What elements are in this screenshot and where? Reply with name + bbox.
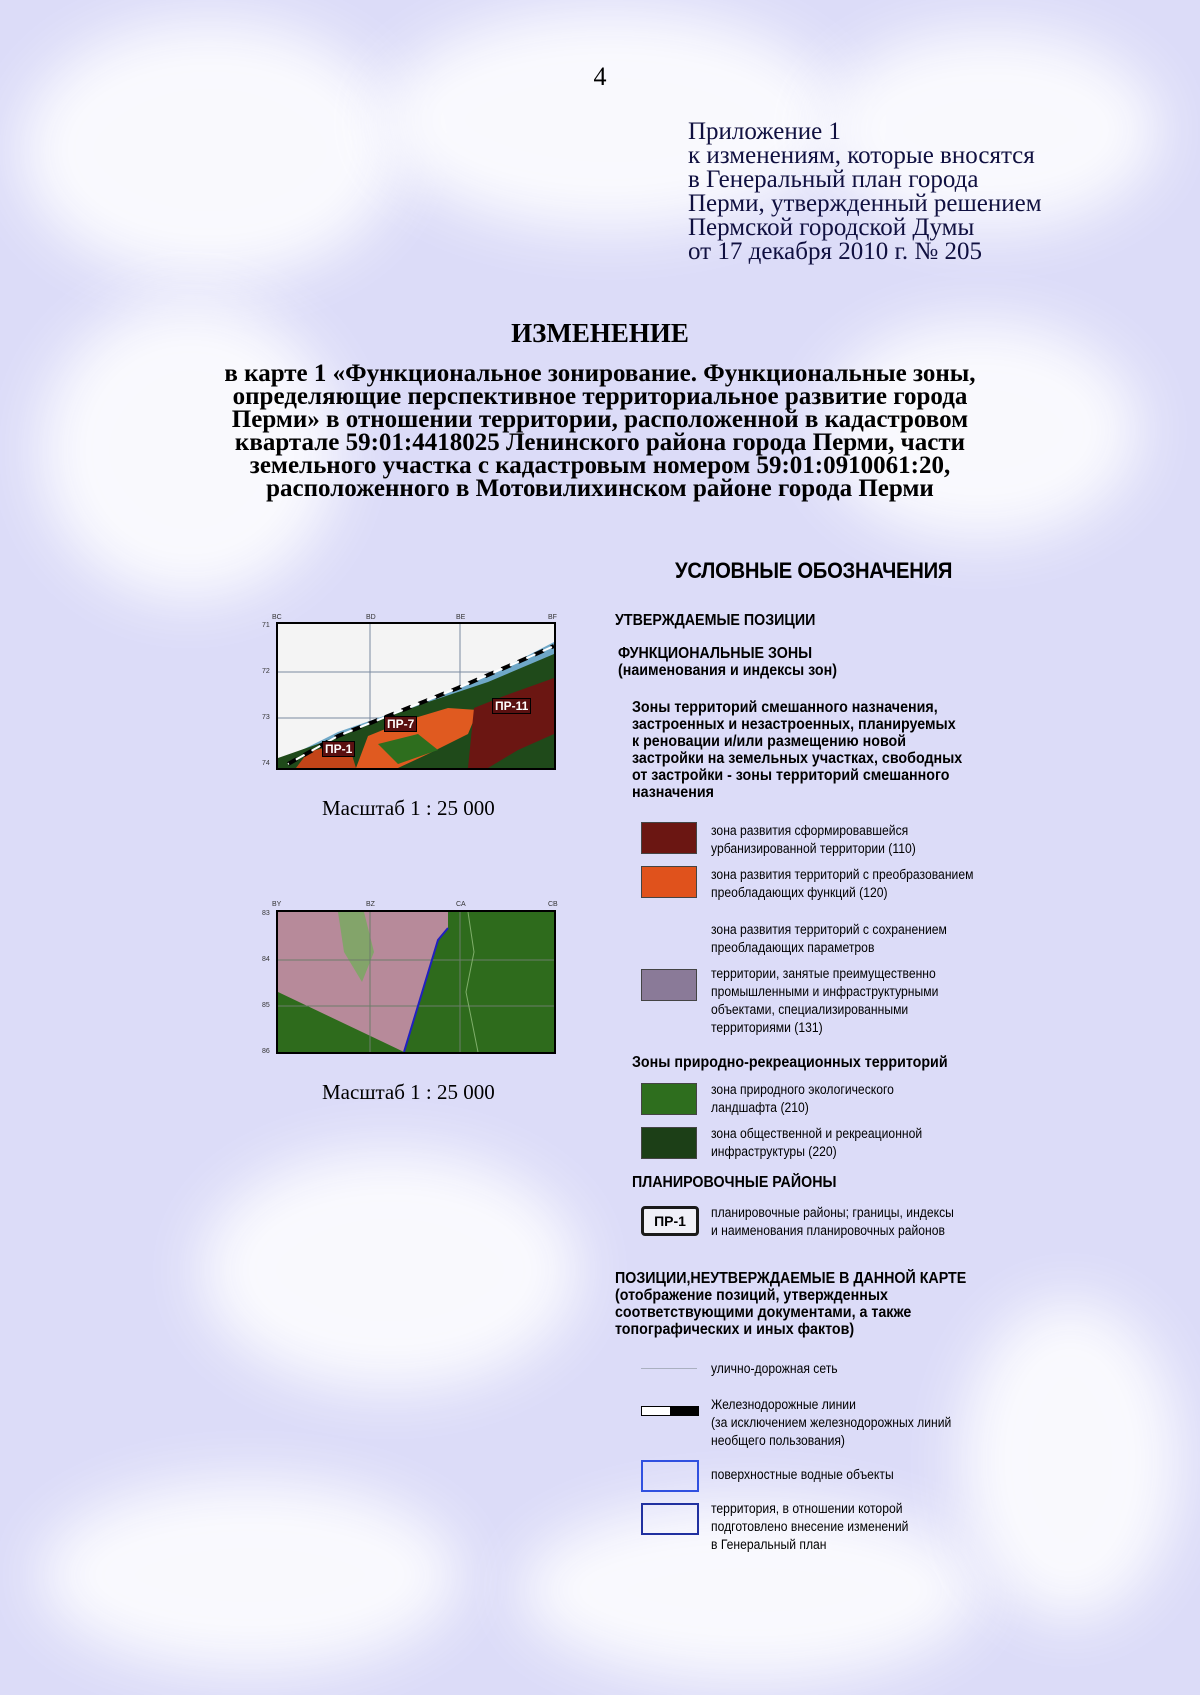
map1-row-label: 73 — [262, 714, 270, 721]
functional-zones-heading — [618, 645, 837, 679]
subtitle-line: расположенного в Мотовилихинском районе города Перми — [266, 475, 934, 502]
appendix-block — [688, 120, 1042, 264]
district-label-pr1: ПР-1 — [322, 741, 355, 757]
legend-swatch-131 — [641, 969, 697, 1001]
mixed-zones-line: застройки на земельных участках, свободных — [632, 750, 963, 767]
legend-item-line: территории, занятые преимущественно — [711, 966, 936, 981]
subtitle-line: квартале 59:01:4418025 Ленинского района города Перми, части — [234, 429, 966, 456]
appendix-line: от 17 декабря 2010 г. № 205 — [688, 238, 983, 265]
appendix-line: Приложение 1 — [688, 118, 841, 145]
legend-item-120 — [711, 866, 973, 902]
change-territory-symbol — [641, 1503, 699, 1535]
water-objects-symbol — [641, 1460, 699, 1492]
mixed-zones-heading — [632, 699, 962, 801]
legend-item-line: подготовлено внесение изменений — [711, 1519, 909, 1534]
appendix-line: в Генеральный план города — [688, 166, 979, 193]
mixed-zones-line: Зоны территорий смешанного назначения, — [632, 699, 938, 716]
document-title: ИЗМЕНЕНИЕ — [511, 318, 689, 348]
planning-districts-heading: ПЛАНИРОВОЧНЫЕ РАЙОНЫ — [632, 1174, 837, 1191]
legend-item-roads: улично-дорожная сеть — [711, 1361, 838, 1376]
page-number: 4 — [593, 62, 607, 91]
legend-item-220 — [711, 1125, 922, 1161]
mixed-zones-line: назначения — [632, 784, 714, 801]
legend-item-line: и наименования планировочных районов — [711, 1223, 945, 1238]
map-fragment-1 — [276, 622, 556, 770]
legend-item-line: объектами, специализированными — [711, 1002, 909, 1017]
mixed-zones-line: застроенных и незастроенных, планируемых — [632, 716, 956, 733]
map2-col-label: CB — [548, 901, 558, 908]
map1-col-label: BE — [456, 614, 466, 621]
not-approved-line: ПОЗИЦИИ,НЕУТВЕРЖДАЕМЫЕ В ДАННОЙ КАРТЕ — [615, 1270, 967, 1287]
legend-item-line: территориями (131) — [711, 1020, 823, 1035]
functional-zones-title: ФУНКЦИОНАЛЬНЫЕ ЗОНЫ — [618, 645, 813, 662]
mixed-zones-line: от застройки - зоны территорий смешанного — [632, 767, 950, 784]
appendix-line: Перми, утвержденный решением — [688, 190, 1042, 217]
map2-row-label: 85 — [262, 1002, 270, 1009]
legend-item-131 — [711, 965, 938, 1037]
legend-item-line: территория, в отношении которой — [711, 1501, 903, 1516]
legend-item-line: инфраструктуры (220) — [711, 1144, 837, 1159]
district-label-pr11: ПР-11 — [492, 698, 531, 714]
map1-row-label: 74 — [262, 760, 270, 767]
appendix-line: Пермской городской Думы — [688, 214, 975, 241]
not-approved-heading — [615, 1270, 966, 1338]
legend-item-line: ландшафта (210) — [711, 1100, 809, 1115]
map1-col-label: BC — [272, 614, 282, 621]
map1-row-label: 71 — [262, 622, 270, 629]
legend-item-line: промышленными и инфраструктурными — [711, 984, 939, 999]
map1-scale: Масштаб 1 : 25 000 — [322, 796, 495, 820]
natural-zones-heading: Зоны природно-рекреационных территорий — [632, 1054, 948, 1071]
legend-item-130 — [711, 921, 947, 957]
legend-item-line: урбанизированной территории (110) — [711, 841, 916, 856]
district-label-pr7: ПР-7 — [384, 716, 417, 732]
legend-item-line: зона развития территорий с преобразованием — [711, 867, 974, 882]
subtitle-line: в карте 1 «Функциональное зонирование. Функциональные зоны, — [224, 360, 976, 387]
functional-zones-note: (наименования и индексы зон) — [618, 662, 837, 679]
legend-swatch-210 — [641, 1083, 697, 1115]
not-approved-line: соответствующими документами, а также — [615, 1304, 912, 1321]
not-approved-line: топографических и иных фактов) — [615, 1321, 855, 1338]
legend-item-line: преобладающих функций (120) — [711, 885, 888, 900]
subtitle-line: определяющие перспективное территориальное развитие города — [232, 383, 968, 410]
legend-swatch-120 — [641, 866, 697, 898]
road-network-symbol — [641, 1368, 697, 1369]
map2-row-label: 83 — [262, 910, 270, 917]
appendix-line: к изменениям, которые вносятся — [688, 142, 1035, 169]
not-approved-line: (отображение позиций, утвержденных — [615, 1287, 888, 1304]
legend-item-line: зона природного экологического — [711, 1082, 894, 1097]
legend-item-110 — [711, 822, 916, 858]
map1-col-label: BD — [366, 614, 376, 621]
map2-row-label: 86 — [262, 1048, 270, 1055]
legend-item-line: Железнодорожные линии — [711, 1397, 856, 1412]
legend-swatch-220 — [641, 1127, 697, 1159]
legend-item-line: зона общественной и рекреационной — [711, 1126, 923, 1141]
legend-item-line: зона развития сформировавшейся — [711, 823, 909, 838]
planning-district-badge: ПР-1 — [641, 1206, 699, 1236]
legend-item-line: (за исключением железнодорожных линий — [711, 1415, 952, 1430]
map1-col-label: BF — [548, 614, 557, 621]
legend-swatch-110 — [641, 822, 697, 854]
legend-item-planning — [711, 1204, 954, 1240]
legend-approved-heading: УТВЕРЖДАЕМЫЕ ПОЗИЦИИ — [615, 612, 816, 629]
legend-item-change-territory — [711, 1500, 908, 1554]
subtitle-line: Перми» в отношении территории, расположенной в кадастровом — [231, 406, 969, 433]
mixed-zones-line: к реновации и/или размещению новой — [632, 733, 907, 750]
map2-scale: Масштаб 1 : 25 000 — [322, 1080, 495, 1104]
map2-row-label: 84 — [262, 956, 270, 963]
railway-symbol — [641, 1406, 699, 1416]
legend-item-line: необщего пользования) — [711, 1433, 845, 1448]
map2-col-label: BY — [272, 901, 282, 908]
map2-col-label: BZ — [366, 901, 375, 908]
legend-item-railway — [711, 1396, 951, 1450]
legend-item-210 — [711, 1081, 894, 1117]
document-subtitle — [150, 362, 1050, 500]
legend-item-water: поверхностные водные объекты — [711, 1467, 894, 1482]
subtitle-line: земельного участка с кадастровым номером 59:01:0910061:20, — [249, 452, 951, 479]
legend-heading: УСЛОВНЫЕ ОБОЗНАЧЕНИЯ — [675, 558, 953, 583]
legend-item-line: преобладающих параметров — [711, 940, 875, 955]
legend-item-line: зона развития территорий с сохранением — [711, 922, 947, 937]
map2-col-label: CA — [456, 901, 466, 908]
legend-item-line: в Генеральный план — [711, 1537, 827, 1552]
map1-row-label: 72 — [262, 668, 270, 675]
legend-item-line: планировочные районы; границы, индексы — [711, 1205, 954, 1220]
map-fragment-2 — [276, 910, 556, 1054]
